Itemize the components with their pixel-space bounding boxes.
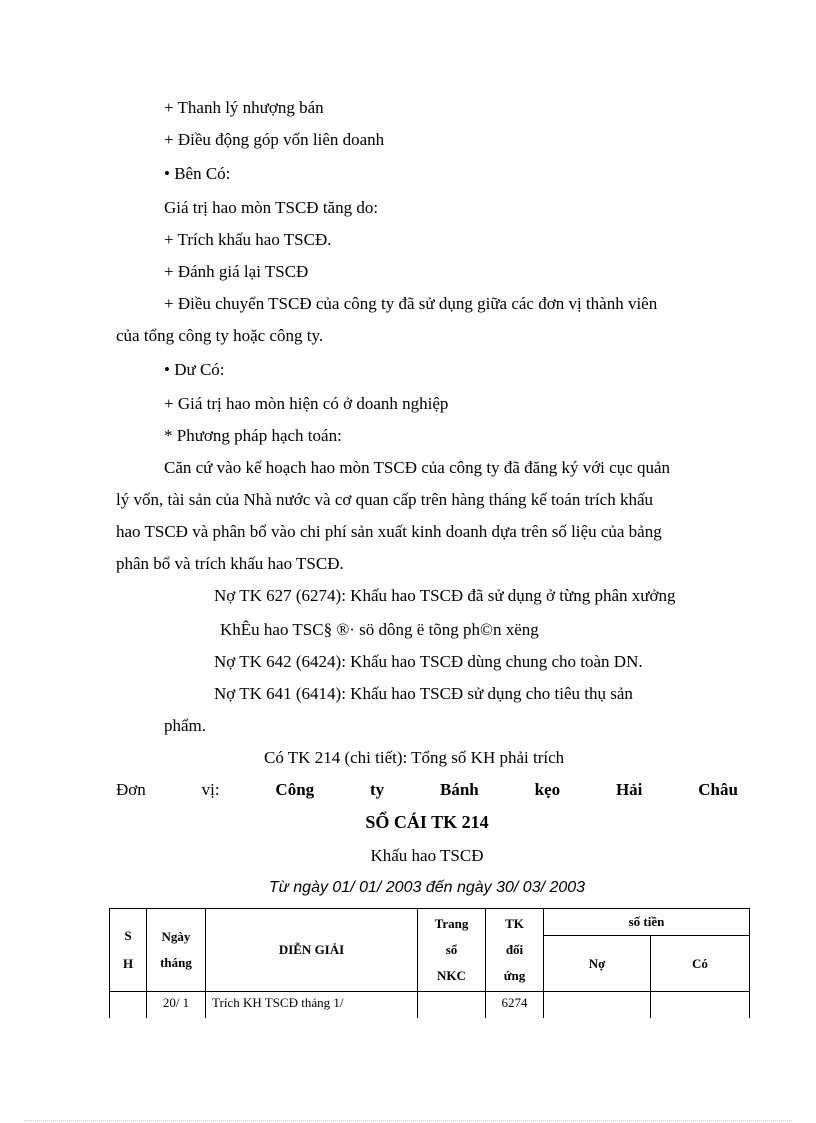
unit-word: Công xyxy=(275,780,315,799)
header-debit: Nợ xyxy=(544,936,651,992)
unit-word: Châu xyxy=(698,780,738,799)
text-line-garbled: KhÊu hao TSC§ ®· sö dông ë tõng ph©n xëng xyxy=(220,620,539,639)
text-line: Nợ TK 641 (6414): Khấu hao TSCĐ sử dụng cho tiêu thụ sản xyxy=(214,684,633,703)
ledger-subtitle: Khấu hao TSCĐ xyxy=(370,846,484,865)
text-line: * Phương pháp hạch toán: xyxy=(164,426,342,445)
header-page: Trang sổ NKC xyxy=(418,909,486,992)
unit-word: ty xyxy=(370,780,385,799)
text-line: của tổng công ty hoặc công ty. xyxy=(116,326,324,345)
cell-credit xyxy=(651,992,750,1019)
header-description: DIỄN GIẢI xyxy=(206,909,418,992)
unit-word: Bánh xyxy=(440,780,479,799)
text-line: + Trích khấu hao TSCĐ. xyxy=(164,230,332,249)
text-line: Căn cứ vào kế hoạch hao mòn TSCĐ của công ty đã đăng ký với cục quản xyxy=(164,458,671,477)
text-line: hao TSCĐ và phân bổ vào chi phí sản xuất kinh doanh dựa trên số liệu của bảng xyxy=(116,522,662,541)
unit-label-2: vị: xyxy=(201,780,220,799)
text-line: + Giá trị hao mòn hiện có ở doanh nghiệp xyxy=(164,394,449,413)
unit-row xyxy=(116,780,738,800)
ledger-period: Từ ngày 01/ 01/ 2003 đến ngày 30/ 03/ 2003 xyxy=(268,879,586,896)
text-line: Có TK 214 (chi tiết): Tổng số KH phải trích xyxy=(264,748,565,767)
cell-page xyxy=(418,992,486,1019)
header-account: TK đối ứng xyxy=(486,909,544,992)
unit-label: Đơn xyxy=(116,780,146,799)
header-credit: Có xyxy=(651,936,750,992)
header-sh: S H xyxy=(110,909,147,992)
header-date: Ngày tháng xyxy=(147,909,206,992)
text-line: + Điều động góp vốn liên doanh xyxy=(164,130,385,149)
cell-description: Trích KH TSCĐ tháng 1/ xyxy=(206,992,418,1019)
cell-account: 6274 xyxy=(486,992,544,1019)
page-edge-divider xyxy=(24,1120,792,1121)
table-row xyxy=(110,992,750,1019)
text-line: + Thanh lý nhượng bán xyxy=(164,98,324,117)
text-line: phân bổ và trích khấu hao TSCĐ. xyxy=(116,554,344,573)
text-line: lý vốn, tài sản của Nhà nước và cơ quan cấp trên hàng tháng kế toán trích khấu xyxy=(116,490,654,509)
text-line: + Đánh giá lại TSCĐ xyxy=(164,262,309,281)
text-line: • Bên Có: xyxy=(164,164,231,183)
text-line: + Điều chuyển TSCĐ của công ty đã sử dụng giữa các đơn vị thành viên xyxy=(164,294,658,313)
text-line: Nợ TK 627 (6274): Khấu hao TSCĐ đã sử dụng ở từng phân xưởng xyxy=(214,586,676,605)
cell-sh xyxy=(110,992,147,1019)
unit-word: Hải xyxy=(615,780,643,799)
cell-debit xyxy=(544,992,651,1019)
header-amount: số tiền xyxy=(544,909,750,936)
text-line: Nợ TK 642 (6424): Khấu hao TSCĐ dùng chung cho toàn DN. xyxy=(214,652,643,671)
ledger-table xyxy=(109,908,750,1018)
ledger-title: SỔ CÁI TK 214 xyxy=(365,812,489,832)
cell-date: 20/ 1 xyxy=(147,992,206,1019)
text-line: Giá trị hao mòn TSCĐ tăng do: xyxy=(164,198,379,217)
text-line: • Dư Có: xyxy=(164,360,225,379)
unit-word: kẹo xyxy=(534,780,561,799)
text-line: phẩm. xyxy=(164,716,207,735)
